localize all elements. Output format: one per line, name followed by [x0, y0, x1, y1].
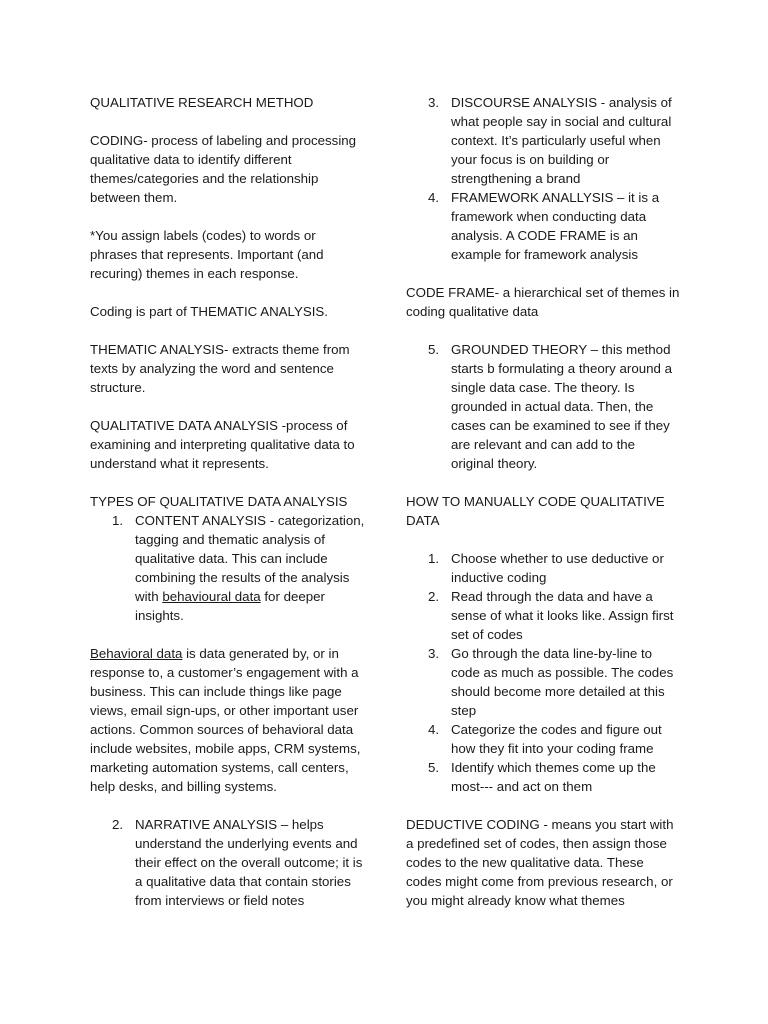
list-number: 5. [428, 342, 440, 357]
how-to-code-heading: HOW TO MANUALLY CODE QUALITATIVE DATA [406, 494, 665, 528]
list-number: 1. [112, 513, 124, 528]
framework-analysis-text: FRAMEWORK ANALLYSIS – it is a framework when conducting data analysis. A CODE FRAME is an example for framework analysis [451, 190, 660, 262]
list-item [90, 511, 365, 625]
behavioural-data-link[interactable]: behavioural data [162, 589, 261, 604]
list-number: 4. [428, 722, 440, 737]
step-text: Identify which themes come up the most--- and act on them [451, 760, 656, 794]
left-column [90, 93, 365, 910]
list-item [406, 720, 681, 758]
coding-part-of-thematic: Coding is part of THEMATIC ANALYSIS. [90, 304, 328, 319]
list-item [406, 644, 681, 720]
list-number: 4. [428, 190, 440, 205]
grounded-theory-text: GROUNDED THEORY – this method starts b formulating a theory around a single data case. The theory. Is grounded in actual data. Then, the cases can be examined to see if they are relevant and can add to the original theory. [451, 342, 672, 471]
step-text: Choose whether to use deductive or inductive coding [451, 551, 664, 585]
behavioral-data-text: is data generated by, or in response to, a customer’s engagement with a business. This can include things like page views, email sign-ups, or other important user actions. Common sources of behavioral data include websites, mobile apps, CRM systems, marketing automation systems, call centers, help desks, and billing systems. [90, 646, 361, 794]
list-item [406, 549, 681, 587]
discourse-analysis-text: DISCOURSE ANALYSIS - analysis of what people say in social and cultural context. It’s particularly useful when your focus is on building or strengthening a brand [451, 95, 672, 186]
thematic-analysis-definition: THEMATIC ANALYSIS- extracts theme from texts by analyzing the word and sentence structure. [90, 342, 350, 395]
list-number: 2. [428, 589, 440, 604]
list-item [406, 587, 681, 644]
list-number: 3. [428, 95, 440, 110]
behavioral-data-link[interactable]: Behavioral data [90, 646, 183, 661]
list-item [406, 340, 681, 473]
list-item [406, 188, 681, 264]
behavioral-data-paragraph [90, 644, 365, 796]
list-item [90, 815, 365, 910]
step-text: Categorize the codes and figure out how they fit into your coding frame [451, 722, 662, 756]
list-item [406, 93, 681, 188]
types-list-2 [90, 815, 365, 910]
coding-definition: CODING- process of labeling and processing qualitative data to identify different themes/categories and the relationship between them. [90, 133, 357, 205]
narrative-analysis-text: NARRATIVE ANALYSIS – helps understand the underlying events and their effect on the overall outcome; it is a qualitative data that contain stories from interviews or field notes [135, 817, 363, 908]
qualitative-data-analysis-definition: QUALITATIVE DATA ANALYSIS -process of examining and interpreting qualitative data to understand what it represents. [90, 418, 355, 471]
code-frame-definition: CODE FRAME- a hierarchical set of themes in coding qualitative data [406, 285, 680, 319]
list-number: 3. [428, 646, 440, 661]
list-number: 5. [428, 760, 440, 775]
document-title: QUALITATIVE RESEARCH METHOD [90, 95, 314, 110]
types-list-1 [90, 511, 365, 625]
assign-labels-note: *You assign labels (codes) to words or phrases that represents. Important (and recuring) themes in each response. [90, 228, 324, 281]
deductive-coding-definition: DEDUCTIVE CODING - means you start with a predefined set of codes, then assign those codes to the new qualitative data. These codes might come from previous research, or you might already know what themes [406, 817, 674, 908]
step-text: Go through the data line-by-line to code as much as possible. The codes should become more detailed at this step [451, 646, 674, 718]
list-number: 2. [112, 817, 124, 832]
types-list-3 [406, 93, 681, 264]
list-item [406, 758, 681, 796]
content-analysis-text: CONTENT ANALYSIS - categorization, tagging and thematic analysis of qualitative data. This can include combining the results of the analysis with [135, 513, 365, 604]
step-text: Read through the data and have a sense of what it looks like. Assign first set of codes [451, 589, 674, 642]
content-analysis-text-end: for deeper insights. [135, 589, 325, 623]
steps-list [406, 549, 681, 796]
right-column [406, 93, 681, 910]
types-heading: TYPES OF QUALITATIVE DATA ANALYSIS [90, 494, 348, 509]
types-list-4 [406, 340, 681, 473]
list-number: 1. [428, 551, 440, 566]
